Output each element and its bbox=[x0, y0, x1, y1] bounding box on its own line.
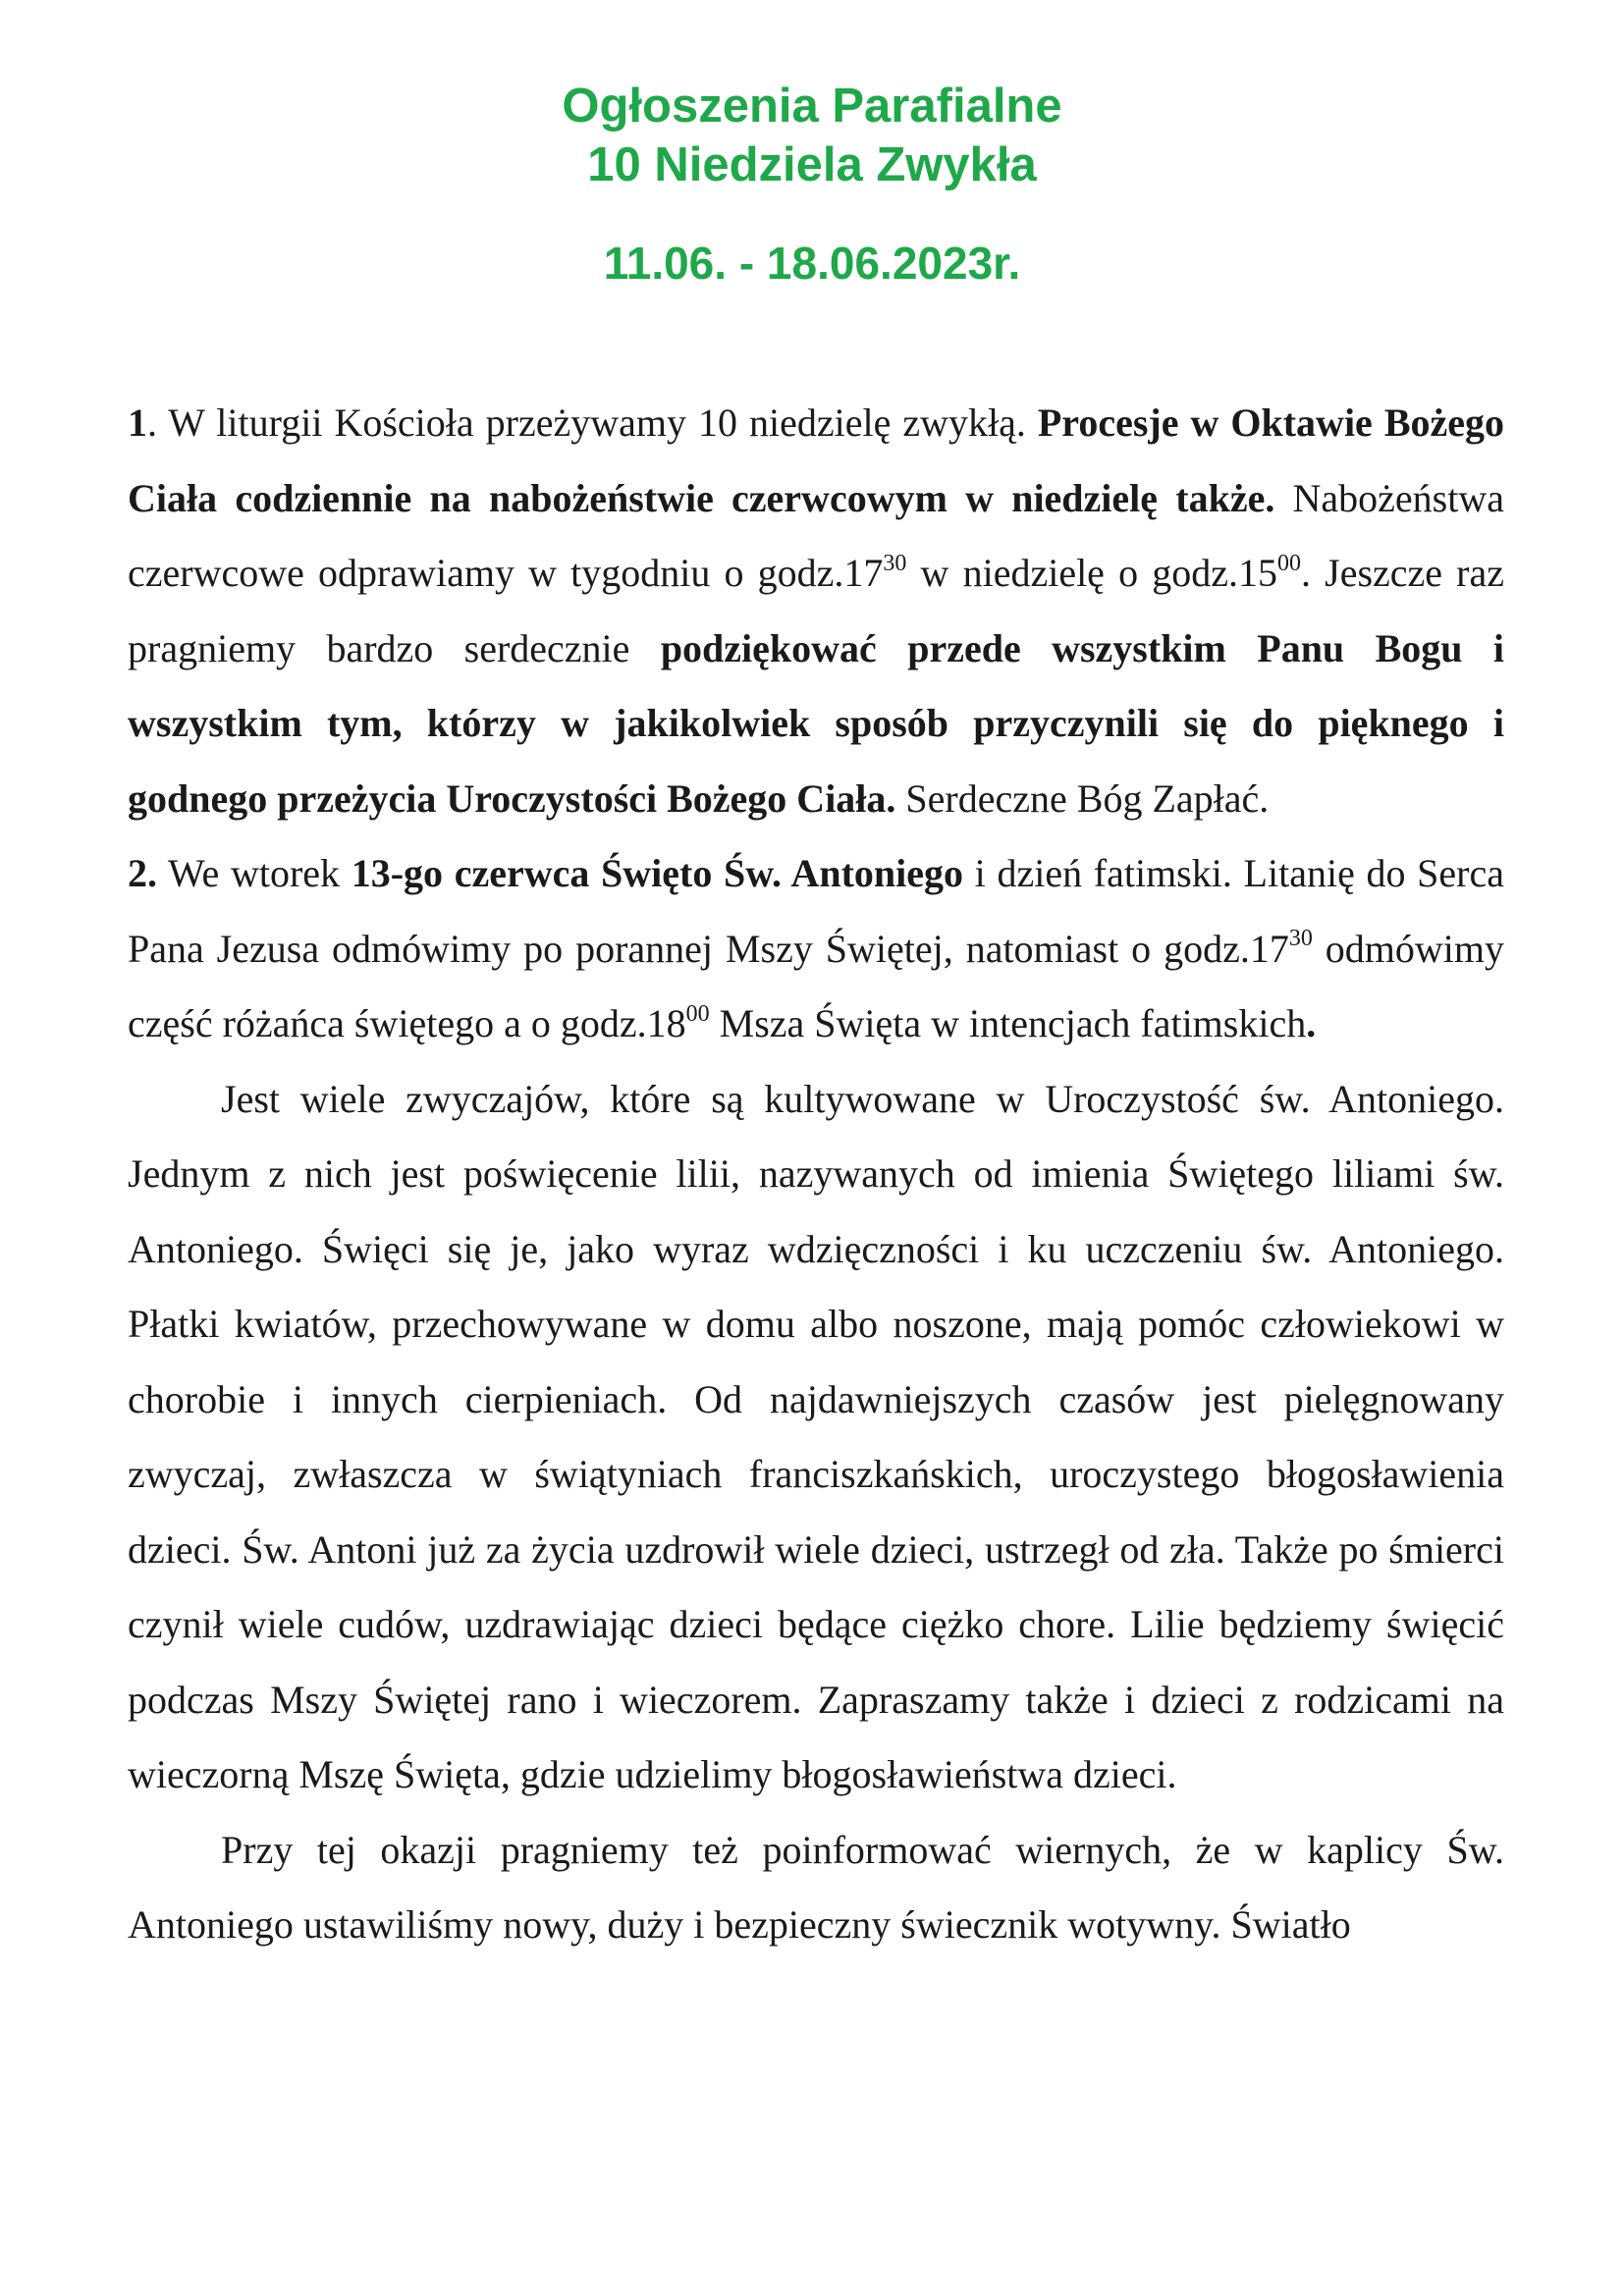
announcements-body bbox=[128, 386, 1504, 1963]
announcement-1: 1. W liturgii Kościoła przeżywamy 10 niedzielę zwykłą. Procesje w Oktawie Bożego Ciała codziennie na nabożeństwie czerwcowym w niedzielę także. Nabożeństwa czerwcowe odprawiamy w tygodniu o $godz.17^{30}$ w niedzielę o $godz.15^{00}$. Jeszcze raz pragniemy bardzo serdecznie podziękować przede wszystkim Panu Bogu i wszystkim tym, którzy w jakikolwiek sposób przyczynili się do pięknego i godnego przeżycia Uroczystości Bożego Ciała. Serdeczne Bóg Zapłać. bbox=[128, 400, 1505, 821]
paragraph-votive-candlestick: Przy tej okazji pragniemy też poinformować wiernych, że w kaplicy Św. Antoniego ustawiliśmy nowy, duży i bezpieczny świecznik wotywny. Światło bbox=[128, 1827, 1504, 1947]
page-title: Ogłoszenia Parafialne bbox=[562, 80, 1062, 133]
announcement-number: 1 bbox=[128, 400, 147, 445]
announcement-2: 2. We wtorek 13-go czerwca Święto Św. Antoniego i dzień fatimski. Litanię do Serca Pana Jezusa odmówimy po porannej Mszy Świętej, natomiast o $godz.17^{30}$ odmówimy część różańca świętego a o $godz.18^{00}$ Msza Święta w intencjach fatimskich. bbox=[128, 851, 1505, 1045]
paragraph-st-anthony-customs: Jest wiele zwyczajów, które są kultywowane w Uroczystość św. Antoniego. Jednym z nich jest poświęcenie lilii, nazywanych od imienia Świętego liliami św. Antoniego. Święci się je, jako wyraz wdzięczności i ku uczczeniu św. Antoniego. Płatki kwiatów, przechowywane w domu albo noszone, mają pomóc człowiekowi w chorobie i innych cierpieniach. Od najdawniejszych czasów jest pielęgnowany zwyczaj, zwłaszcza w świątyniach franciszkańskich, uroczystego błogosławienia dzieci. Św. Antoni już za życia uzdrowił wiele dzieci, ustrzegł od zła. Także po śmierci czynił wiele cudów, uzdrawiając dzieci będące ciężko chore. Lilie będziemy święcić podczas Mszy Świętej rano i wieczorem. Zapraszamy także i dzieci z rodzicami na wieczorną Mszę Święta, gdzie udzielimy błogosławieństwa dzieci. bbox=[128, 1076, 1504, 1796]
announcement-number: 2. bbox=[128, 851, 157, 895]
page-subtitle: 10 Niedziela Zwykła bbox=[587, 138, 1037, 191]
date-range: 11.06. - 18.06.2023r. bbox=[603, 238, 1021, 289]
